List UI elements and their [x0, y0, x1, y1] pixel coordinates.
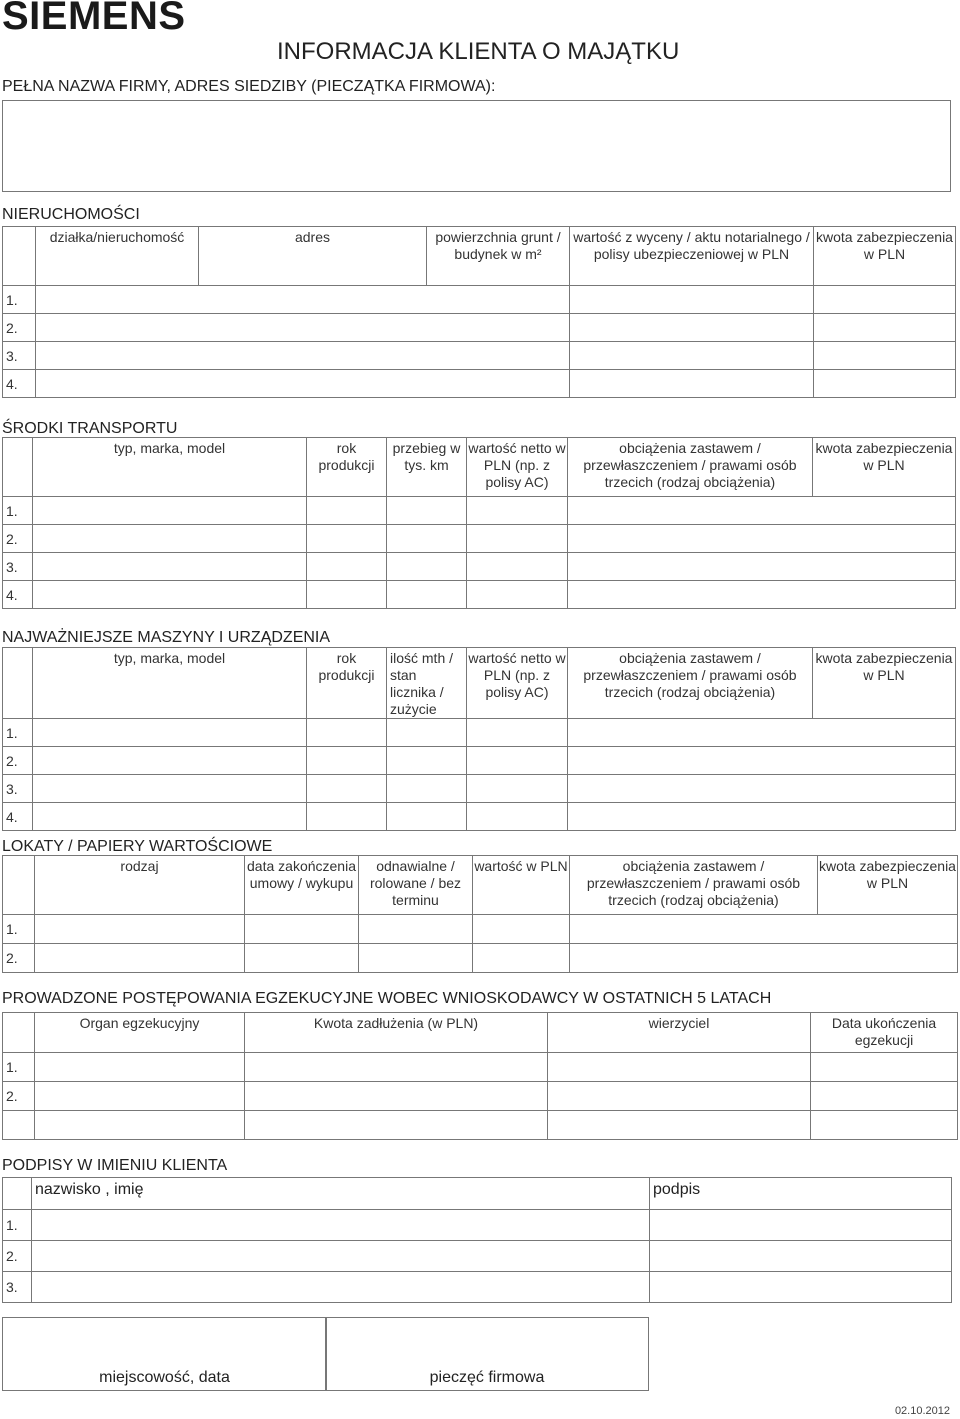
- table-cell[interactable]: [811, 1111, 958, 1140]
- table-cell[interactable]: [35, 944, 245, 973]
- section-title-signatures: PODPISY W IMIENIU KLIENTA: [2, 1157, 228, 1174]
- table-cell[interactable]: [467, 775, 568, 803]
- table-cell[interactable]: [467, 719, 568, 747]
- table-cell[interactable]: [814, 370, 956, 398]
- header-kind: rodzaj: [35, 856, 245, 915]
- header-year: rok produkcji: [307, 438, 387, 497]
- table-cell[interactable]: [568, 553, 956, 581]
- header-name: nazwisko , imię: [32, 1178, 650, 1210]
- table-row: [3, 747, 956, 775]
- table-cell[interactable]: [570, 286, 814, 314]
- row-number: 2.: [3, 747, 33, 775]
- header-end-date: data zakończenia umowy / wykupu: [245, 856, 359, 915]
- corner-cell: [3, 1013, 35, 1053]
- row-number: 2.: [3, 944, 35, 973]
- section-title-deposits: LOKATY / PAPIERY WARTOŚCIOWE: [2, 838, 273, 855]
- table-cell[interactable]: [467, 525, 568, 553]
- row-number: 1.: [3, 286, 36, 314]
- header-plot: działka/nieruchomość: [36, 227, 199, 286]
- place-date-label: miejscowość, data: [99, 1369, 230, 1386]
- table-row: [3, 581, 956, 609]
- header-type: typ, marka, model: [33, 438, 307, 497]
- row-number: 4.: [3, 803, 33, 831]
- table-cell[interactable]: [473, 944, 570, 973]
- siemens-logo: SIEMENS: [2, 0, 186, 38]
- table-cell[interactable]: [307, 497, 387, 525]
- table-cell[interactable]: [36, 342, 570, 370]
- row-number: 3.: [3, 775, 33, 803]
- table-cell[interactable]: [36, 370, 570, 398]
- table-cell[interactable]: [568, 497, 956, 525]
- table-cell[interactable]: [36, 286, 570, 314]
- table-cell[interactable]: [359, 944, 473, 973]
- corner-cell: [3, 438, 33, 497]
- corner-cell: [3, 227, 36, 286]
- table-row: [3, 944, 958, 973]
- table-row: [3, 525, 956, 553]
- table-cell[interactable]: [307, 775, 387, 803]
- table-cell[interactable]: [36, 314, 570, 342]
- table-row: [3, 719, 956, 747]
- signature-field[interactable]: [650, 1241, 952, 1272]
- table-row: [3, 553, 956, 581]
- name-field[interactable]: [32, 1241, 650, 1272]
- enforcement-table: [2, 1012, 958, 1140]
- header-mileage: przebieg w tys. km: [387, 438, 467, 497]
- corner-cell: [3, 856, 35, 915]
- header-net-value: wartość netto w PLN (np. z polisy AC): [467, 438, 568, 497]
- header-collateral: kwota zabezpieczenia w PLN: [818, 856, 958, 915]
- table-cell[interactable]: [35, 915, 245, 944]
- table-cell[interactable]: [33, 497, 307, 525]
- table-cell[interactable]: [570, 915, 958, 944]
- header-year: rok produkcji: [307, 648, 387, 719]
- table-cell[interactable]: [811, 1082, 958, 1111]
- table-cell[interactable]: [568, 775, 956, 803]
- section-title-transport: ŚRODKI TRANSPORTU: [2, 420, 178, 437]
- row-number: 2.: [3, 525, 33, 553]
- header-address: adres: [199, 227, 427, 286]
- row-number: 3.: [3, 553, 33, 581]
- table-row: [3, 497, 956, 525]
- table-cell[interactable]: [568, 803, 956, 831]
- row-number: 1.: [3, 1210, 32, 1241]
- table-cell: [3, 1111, 35, 1140]
- row-number: 1.: [3, 497, 33, 525]
- table-cell[interactable]: [33, 747, 307, 775]
- table-cell[interactable]: [548, 1111, 811, 1140]
- section-title-enforcement: PROWADZONE POSTĘPOWANIA EGZEKUCYJNE WOBEC WNIOSKODAWCY W OSTATNICH 5 LATACH: [2, 990, 772, 1007]
- table-cell[interactable]: [307, 747, 387, 775]
- table-cell[interactable]: [387, 497, 467, 525]
- stamp-label: pieczęć firmowa: [429, 1369, 545, 1386]
- table-cell[interactable]: [568, 719, 956, 747]
- table-cell[interactable]: [387, 775, 467, 803]
- table-cell[interactable]: [467, 553, 568, 581]
- header-type: typ, marka, model: [33, 648, 307, 719]
- header-valuation: wartość z wyceny / aktu notarialnego / polisy ubezpieczeniowej w PLN: [570, 227, 814, 286]
- row-number: 4.: [3, 581, 33, 609]
- table-row: [3, 803, 956, 831]
- table-cell[interactable]: [35, 1053, 245, 1082]
- row-number: 4.: [3, 370, 36, 398]
- table-row: [3, 915, 958, 944]
- row-number: 3.: [3, 1272, 32, 1303]
- header-encumbrance: obciążenia zastawem / przewłaszczeniem / prawami osób trzecich (rodzaj obciążenia): [568, 438, 813, 497]
- header-collateral: kwota zabezpieczenia w PLN: [813, 648, 956, 719]
- table-cell[interactable]: [387, 747, 467, 775]
- table-cell[interactable]: [307, 553, 387, 581]
- table-row: [3, 314, 956, 342]
- table-cell[interactable]: [548, 1053, 811, 1082]
- row-number: 1.: [3, 719, 33, 747]
- table-cell[interactable]: [814, 286, 956, 314]
- table-cell[interactable]: [35, 1111, 245, 1140]
- signatures-table: [2, 1177, 952, 1303]
- table-cell[interactable]: [33, 719, 307, 747]
- place-date-field[interactable]: [2, 1317, 327, 1391]
- table-cell[interactable]: [245, 944, 359, 973]
- table-cell[interactable]: [33, 803, 307, 831]
- table-cell[interactable]: [467, 803, 568, 831]
- section-title-real-estate: NIERUCHOMOŚCI: [2, 206, 140, 223]
- header-encumbrance: obciążenia zastawem / przewłaszczeniem / prawami osób trzecich (rodzaj obciążenia): [568, 648, 813, 719]
- header-creditor: wierzyciel: [548, 1013, 811, 1053]
- table-cell[interactable]: [387, 803, 467, 831]
- table-cell[interactable]: [568, 525, 956, 553]
- section-title-machines: NAJWAŻNIEJSZE MASZYNY I URZĄDZENIA: [2, 629, 331, 646]
- header-area: powierzchnia grunt / budynek w m²: [427, 227, 570, 286]
- table-cell[interactable]: [245, 1053, 548, 1082]
- header-renewable: odnawialne / rolowane / bez terminu: [359, 856, 473, 915]
- table-cell[interactable]: [33, 553, 307, 581]
- header-value: wartość w PLN: [473, 856, 570, 915]
- document-date: 02.10.2012: [894, 1405, 950, 1417]
- table-cell[interactable]: [814, 314, 956, 342]
- company-field[interactable]: [2, 100, 951, 192]
- table-cell[interactable]: [245, 1111, 548, 1140]
- table-cell[interactable]: [570, 314, 814, 342]
- table-cell[interactable]: [814, 342, 956, 370]
- header-debt-amount: Kwota zadłużenia (w PLN): [245, 1013, 548, 1053]
- table-row: [3, 370, 956, 398]
- table-row: [3, 1272, 952, 1303]
- signature-field[interactable]: [650, 1210, 952, 1241]
- corner-cell: [3, 648, 33, 719]
- table-cell[interactable]: [245, 915, 359, 944]
- company-label: PEŁNA NAZWA FIRMY, ADRES SIEDZIBY (PIECZĄTKA FIRMOWA):: [2, 78, 496, 95]
- transport-table: [2, 437, 956, 609]
- table-cell[interactable]: [387, 581, 467, 609]
- table-row: [3, 1053, 958, 1082]
- table-cell[interactable]: [245, 1082, 548, 1111]
- table-cell[interactable]: [467, 747, 568, 775]
- table-row: [3, 1111, 958, 1140]
- row-number: 3.: [3, 342, 36, 370]
- table-row: [3, 1082, 958, 1111]
- table-cell[interactable]: [467, 497, 568, 525]
- table-cell[interactable]: [33, 525, 307, 553]
- header-collateral: kwota zabezpieczenia w PLN: [814, 227, 956, 286]
- table-cell[interactable]: [570, 342, 814, 370]
- table-cell[interactable]: [359, 915, 473, 944]
- table-cell[interactable]: [570, 370, 814, 398]
- table-cell[interactable]: [33, 581, 307, 609]
- row-number: 2.: [3, 314, 36, 342]
- table-cell[interactable]: [35, 1082, 245, 1111]
- row-number: 2.: [3, 1082, 35, 1111]
- deposits-table: [2, 855, 958, 973]
- real-estate-table: [2, 226, 956, 398]
- table-cell[interactable]: [568, 581, 956, 609]
- header-collateral: kwota zabezpieczenia w PLN: [813, 438, 956, 497]
- table-row: [3, 286, 956, 314]
- table-row: [3, 1210, 952, 1241]
- table-cell[interactable]: [568, 747, 956, 775]
- machines-table: [2, 647, 956, 831]
- page-title: INFORMACJA KLIENTA O MAJĄTKU: [277, 38, 680, 65]
- table-row: [3, 775, 956, 803]
- table-cell[interactable]: [307, 581, 387, 609]
- table-cell[interactable]: [473, 915, 570, 944]
- table-row: [3, 342, 956, 370]
- table-cell[interactable]: [387, 525, 467, 553]
- header-authority: Organ egzekucyjny: [35, 1013, 245, 1053]
- table-cell[interactable]: [811, 1053, 958, 1082]
- table-cell[interactable]: [570, 944, 958, 973]
- name-field[interactable]: [32, 1272, 650, 1303]
- header-hours: ilość mth / stan licznika / zużycie: [387, 648, 467, 719]
- header-net-value: wartość netto w PLN (np. z polisy AC): [467, 648, 568, 719]
- name-field[interactable]: [32, 1210, 650, 1241]
- row-number: 2.: [3, 1241, 32, 1272]
- corner-cell: [3, 1178, 32, 1210]
- row-number: 1.: [3, 1053, 35, 1082]
- row-number: 1.: [3, 915, 35, 944]
- table-cell[interactable]: [307, 803, 387, 831]
- table-cell[interactable]: [33, 775, 307, 803]
- header-signature: podpis: [650, 1178, 952, 1210]
- table-cell[interactable]: [548, 1082, 811, 1111]
- header-encumbrance: obciążenia zastawem / przewłaszczeniem / prawami osób trzecich (rodzaj obciążenia): [570, 856, 818, 915]
- signature-field[interactable]: [650, 1272, 952, 1303]
- table-cell[interactable]: [307, 719, 387, 747]
- table-cell[interactable]: [467, 581, 568, 609]
- table-cell[interactable]: [387, 553, 467, 581]
- table-row: [3, 1241, 952, 1272]
- table-cell[interactable]: [387, 719, 467, 747]
- company-stamp-field[interactable]: [325, 1317, 649, 1391]
- header-completion-date: Data ukończenia egzekucji: [811, 1013, 958, 1053]
- table-cell[interactable]: [307, 525, 387, 553]
